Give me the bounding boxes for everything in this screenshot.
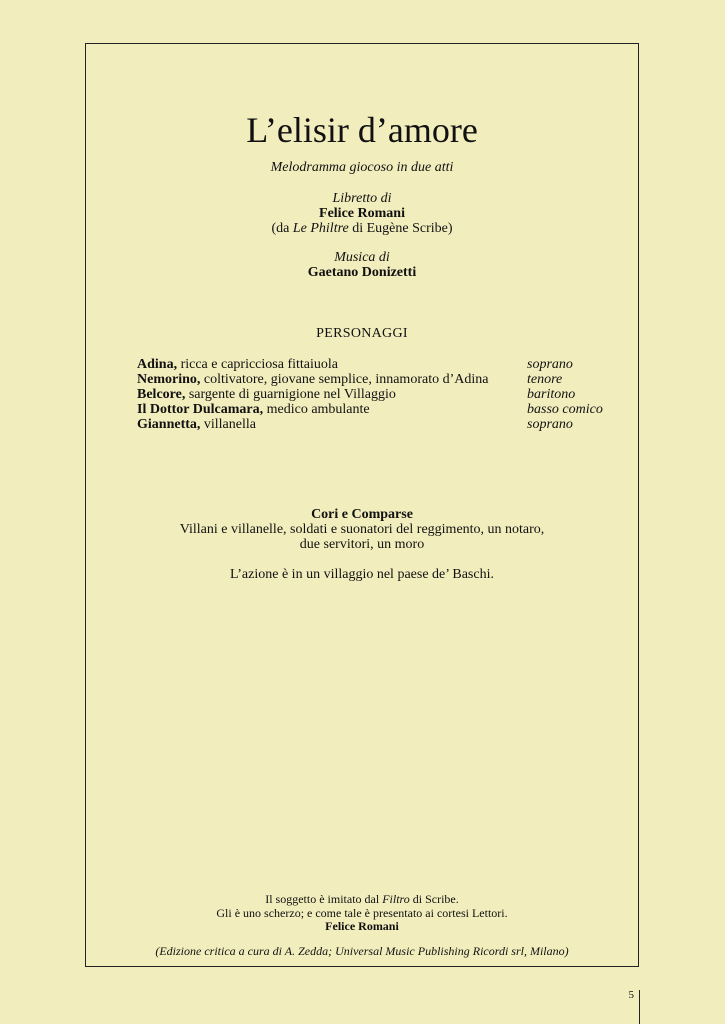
character-voice: basso comico [527,402,603,417]
character-name: Il Dottor Dulcamara, [137,402,264,417]
character-description: ricca e capricciosa fittaiuola [177,357,338,372]
character-name: Nemorino, [137,372,201,387]
character-name: Giannetta, [137,417,201,432]
character-voice: tenore [527,372,563,387]
character-description: medico ambulante [263,402,370,417]
characters-heading: PERSONAGGI [316,326,408,341]
subject-line-2: Gli è uno scherzo; e come tale è presentato ai cortesi Lettori. [216,905,508,920]
character-voice: soprano [527,417,573,432]
libretto-source-title: Le Philtre [292,221,349,236]
character-name: Adina, [137,357,178,372]
libretto-label: Libretto di [332,191,392,206]
subject-line-1-prefix: Il soggetto è imitato dal [265,892,383,906]
subject-line-1-suffix: di Scribe. [409,892,459,906]
character-row [137,417,607,432]
subject-signature: Felice Romani [325,919,399,933]
character-row [137,357,607,372]
librettist-name: Felice Romani [319,206,405,221]
opera-subtitle: Melodramma giocoso in due atti [270,160,454,175]
character-row [137,387,607,402]
character-description: coltivatore, giovane semplice, innamorato d’Adina [200,372,489,387]
page-frame [85,43,639,967]
chorus-heading: Cori e Comparse [311,507,413,522]
libretto-source-prefix: (da [271,221,293,236]
character-row [137,402,607,417]
character-description: villanella [200,417,256,432]
libretto-credit [85,191,639,236]
setting-note: L’azione è in un villaggio nel paese de’ Baschi. [230,567,494,582]
chorus-section [85,507,639,552]
character-voice: baritono [527,387,576,402]
chorus-line-1: Villani e villanelle, soldati e suonatori del reggimento, un notaro, [179,522,545,537]
page-number: 5 [628,989,634,1001]
subject-note [85,893,639,934]
music-label: Musica di [334,250,390,265]
edition-note: (Edizione critica a cura di A. Zedda; Universal Music Publishing Ricordi srl, Milano) [155,944,569,958]
page-number-rule [639,990,640,1024]
libretto-source-suffix: di Eugène Scribe) [348,221,453,236]
music-credit [85,250,639,280]
composer-name: Gaetano Donizetti [307,265,417,280]
opera-title: L’elisir d’amore [246,110,478,150]
character-voice: soprano [527,357,573,372]
chorus-line-2: due servitori, un moro [299,537,425,552]
character-description: sargente di guarnigione nel Villaggio [185,387,396,402]
subject-line-1 [85,893,639,907]
libretto-source [85,221,639,236]
subject-line-1-italic: Filtro [382,892,410,906]
characters-list [137,357,607,432]
character-row [137,372,607,387]
character-name: Belcore, [137,387,186,402]
